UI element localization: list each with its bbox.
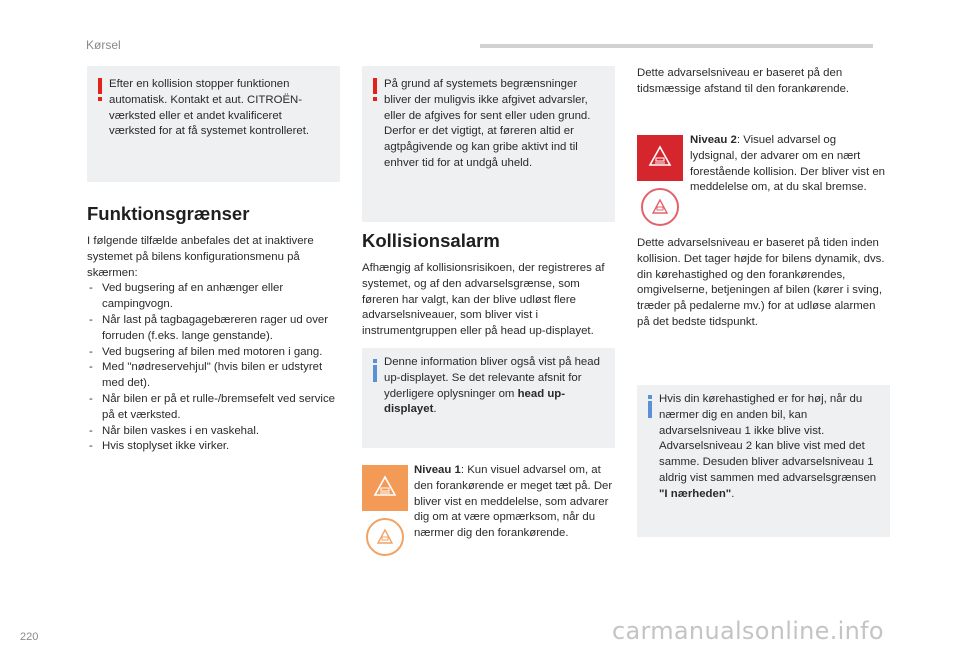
section-title-collision-alarm: Kollisionsalarm <box>362 230 500 251</box>
hud-info-text: Denne information bliver også vist på head up-displayet. Se det relevante afsnit for yderligere oplysninger om head up-displayet. <box>384 356 600 416</box>
list-item: - Når bilen er på et rulle-/bremsefelt ved service på et værksted. <box>87 392 343 424</box>
hud-info-bold: head up-displayet <box>384 387 566 416</box>
speed-info-bold: "I nærheden" <box>659 487 732 500</box>
section-title-limits: Funktionsgrænser <box>87 203 250 224</box>
warning-exclamation-icon <box>373 78 377 94</box>
header-bar <box>480 44 873 48</box>
level1-label: Niveau 1 <box>414 464 461 476</box>
collision-warning-triangle-icon <box>648 144 672 168</box>
watermark: carmanualsonline.info <box>612 617 884 645</box>
level2-basis-text: Dette advarselsniveau er baseret på tiden inden kollision. Det tager højde for bilens dynamik, dvs. din kørehastighed og den forankørendes, omgivelserne, betjeningen af bilen (kører i sving, træder på pedalerne mv.) for at udløse alarmen på det bedste tidspunkt. <box>637 237 885 328</box>
page-number: 220 <box>20 631 39 643</box>
collision-stop-warning-box <box>87 66 340 182</box>
collision-alarm-body: Afhængig af kollisionsrisikoen, der registreres af systemet, og af den advarselsgrænse, som føreren har valgt, kan der blive udløst flere advarselsniveauer, som bliver vist i instrumentgruppen eller på head up-displayet. <box>362 262 605 338</box>
hud-info-box <box>362 348 615 448</box>
limits-list <box>87 281 343 455</box>
level1-basis-text: Dette advarselsniveau er baseret på den tidsmæssige afstand til den forankørende. <box>637 67 850 95</box>
level1-text: Niveau 1: Kun visuel advarsel om, at den forankørende er meget tæt på. Der bliver vist en meddelelse, som advarer dig om at være opmærksom, når du nærmer dig den forankørende. <box>414 464 613 540</box>
collision-warning-triangle-icon <box>373 474 397 498</box>
collision-warning-round-icon <box>651 198 669 216</box>
list-item: - Ved bugsering af en anhænger eller campingvogn. <box>87 281 343 313</box>
collision-warning-round-icon <box>376 528 394 546</box>
level2-round-icon <box>641 188 679 226</box>
list-item: - Når bilen vaskes i en vaskehal. <box>87 424 343 440</box>
system-limits-warning-text: På grund af systemets begrænsninger bliver der muligvis ikke afgivet advarsler, eller de afgives for sent eller uden grund. Derfor er det vigtigt, at føreren altid er agtpågivende og kan gribe aktivt ind til enhver tid for at undgå uheld. <box>384 78 591 169</box>
info-i-icon <box>648 401 652 418</box>
list-item: - Hvis stoplyset ikke virker. <box>87 439 343 455</box>
list-item: - Når last på tagbagagebæreren rager ud over forruden (f.eks. lange genstande). <box>87 313 343 345</box>
limits-content <box>87 234 343 455</box>
section-label: Kørsel <box>86 38 121 52</box>
speed-info-text: Hvis din kørehastighed er for høj, når du nærmer dig en anden bil, kan advarselsniveau 1 ikke blive vist. Advarselsniveau 2 kan blive vist med det samme. Desuden bliver advarselsniveau 1 aldrig vist sammen med advarselsgrænsen "I nærheden". <box>659 393 877 500</box>
speed-info-box <box>637 385 890 537</box>
level2-triangle-icon <box>637 135 683 181</box>
limits-intro: I følgende tilfælde anbefales det at inaktivere systemet på bilens konfigurationsmenu på skærmen: <box>87 235 314 279</box>
level1-triangle-icon <box>362 465 408 511</box>
warning-exclamation-icon <box>98 78 102 94</box>
list-item: - Med "nødreservehjul" (hvis bilen er udstyret med det). <box>87 360 343 392</box>
collision-stop-warning-text: Efter en kollision stopper funktionen automatisk. Kontakt et aut. CITROËN-værksted eller et andet kvalificeret værksted for at få systemet kontrolleret. <box>109 78 310 138</box>
level2-text: Niveau 2: Visuel advarsel og lydsignal, der advarer om en nært forestående kollision. Der bliver vist en meddelelse om, at du skal bremse. <box>690 134 885 194</box>
level2-label: Niveau 2 <box>690 134 737 146</box>
info-i-icon <box>373 365 377 382</box>
list-item: - Ved bugsering af bilen med motoren i gang. <box>87 345 343 361</box>
level1-round-icon <box>366 518 404 556</box>
system-limits-warning-box <box>362 66 615 222</box>
